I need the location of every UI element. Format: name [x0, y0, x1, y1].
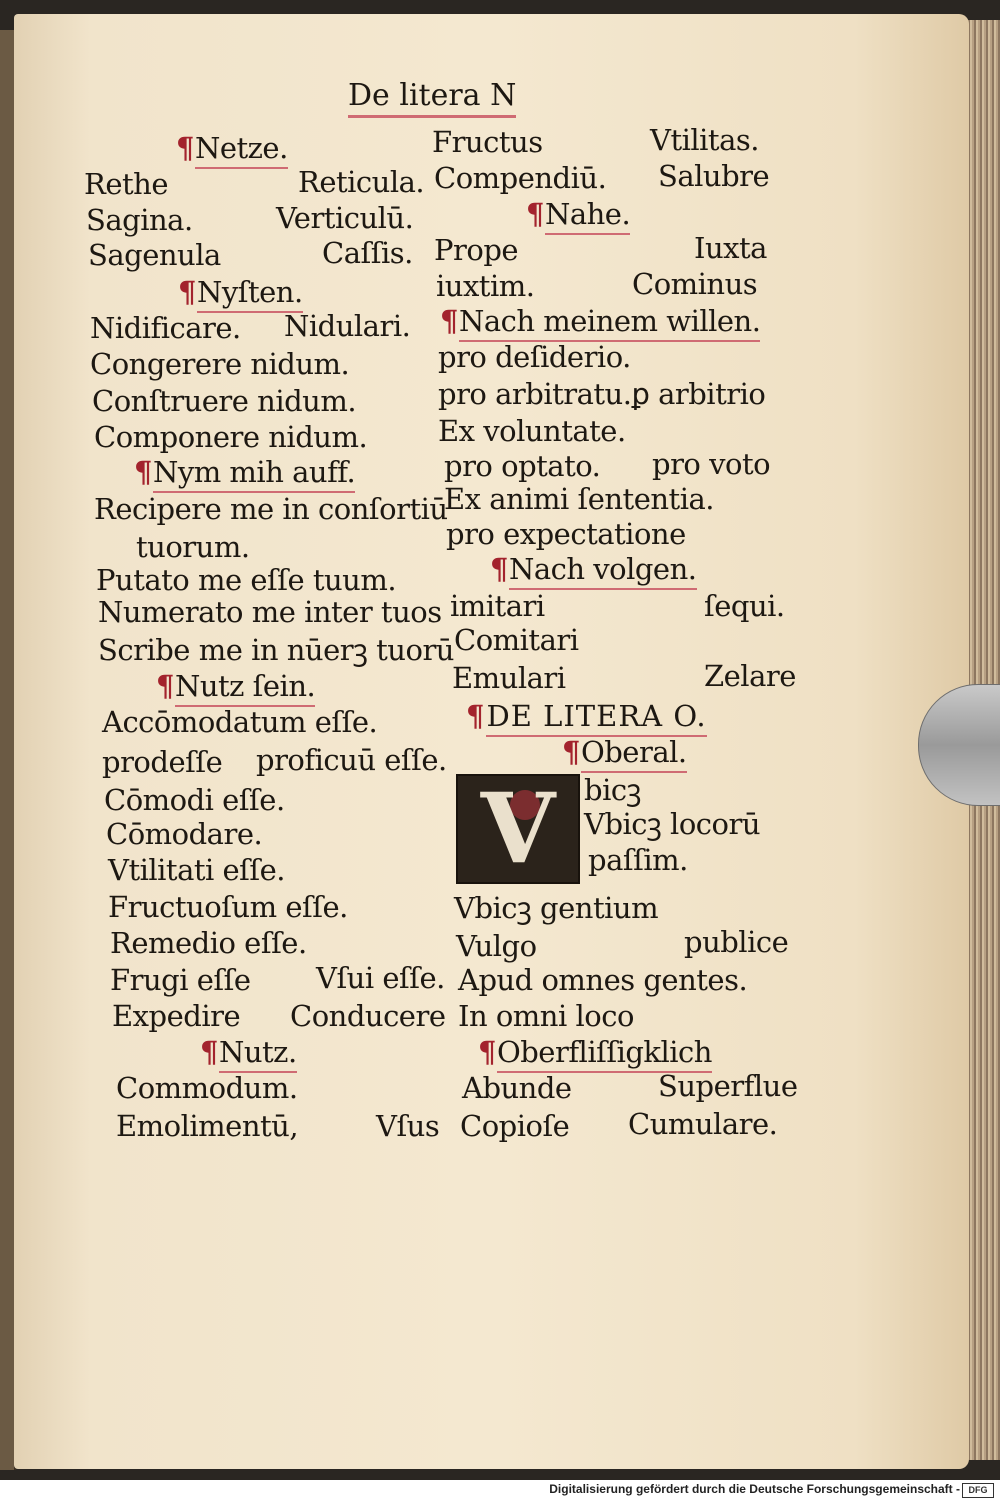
- heading-nutz: ¶Nutz.: [200, 1038, 297, 1067]
- word-compendiu: Compendiū.: [434, 161, 607, 195]
- line-commodum: Commodum.: [116, 1071, 298, 1105]
- word-bique: bicꝫ: [584, 773, 641, 807]
- word-sagina: Sagina.: [86, 203, 193, 237]
- word-copiose: Copioſe: [460, 1109, 570, 1143]
- line-desiderio: pro deſiderio.: [438, 340, 631, 374]
- running-head-text: De litera: [348, 78, 481, 113]
- pilcrow-mark: ¶: [440, 304, 458, 338]
- word-nidificare: Nidificare.: [90, 311, 241, 345]
- word-iuxtim: iuxtim.: [436, 269, 535, 303]
- heading-oberal: ¶Oberal.: [562, 738, 687, 767]
- line-in-omni: In omni loco: [458, 999, 634, 1033]
- word-emolimentu: Emolimentū,: [116, 1109, 299, 1143]
- line-ubique-gentium: Vbicꝫ gentium: [454, 891, 659, 925]
- word-passim: paſſim.: [588, 843, 688, 877]
- word-vulgo: Vulgo: [456, 929, 537, 963]
- pilcrow-mark: ¶: [466, 699, 486, 733]
- word-reticula: Reticula.: [298, 165, 425, 199]
- line-numerato: Numerato me inter tuos: [98, 595, 442, 629]
- word-expedire: Expedire: [112, 999, 241, 1033]
- word-rethe: Rethe: [84, 167, 168, 201]
- word-verticulu: Verticulū.: [276, 201, 414, 235]
- pilcrow-mark: ¶: [478, 1035, 496, 1069]
- running-head-letter: N: [490, 78, 517, 113]
- line-scribe: Scribe me in nūerꝫ tuorū: [98, 633, 454, 667]
- footer-bar: [0, 1480, 1000, 1500]
- line-tuorum: tuorum.: [136, 530, 250, 564]
- word-cumulare: Cumulare.: [628, 1107, 778, 1141]
- word-publice: publice: [684, 925, 789, 959]
- pilcrow-mark: ¶: [526, 197, 544, 231]
- line-recipere: Recipere me in conſortiū: [94, 492, 448, 526]
- heading-nach-meinem-willen: ¶Nach meinem willen.: [440, 307, 760, 336]
- word-conducere: Conducere: [290, 999, 446, 1033]
- word-iuxta: Iuxta: [694, 231, 767, 265]
- line-arbitratu: pro arbitratu.ꝑ arbitrio: [438, 377, 766, 411]
- line-congerere: Congerere nidum.: [90, 347, 350, 381]
- initial-letter: V: [480, 772, 556, 885]
- line-animi: Ex animi ſententia.: [444, 482, 714, 516]
- word-abunde: Abunde: [462, 1071, 572, 1105]
- word-prodesse: prodeſſe: [102, 745, 223, 779]
- word-voto: pro voto: [652, 447, 771, 481]
- footer-credit: Digitalisierung gefördert durch die Deutsche Forschungsgemeinschaft -: [549, 1482, 960, 1496]
- word-optato: pro optato.: [444, 449, 601, 483]
- word-imitari: imitari: [450, 589, 545, 623]
- line-accomodatum: Accōmodatum eſſe.: [102, 705, 378, 739]
- line-ubique-locoru: Vbicꝫ locorū: [584, 807, 761, 841]
- word-cassis: Caſſis.: [322, 236, 413, 270]
- word-frugi: Frugi eſſe: [110, 963, 251, 997]
- heading-nym-mih-auff: ¶Nym mih auff.: [134, 458, 355, 487]
- line-voluntate: Ex voluntate.: [438, 414, 626, 448]
- pilcrow-mark: ¶: [490, 552, 508, 586]
- pilcrow-mark: ¶: [176, 131, 194, 165]
- word-nidulari: Nidulari.: [284, 309, 411, 343]
- pilcrow-mark: ¶: [134, 455, 152, 489]
- line-apud: Apud omnes gentes.: [458, 963, 748, 997]
- heading-nach-volgen: ¶Nach volgen.: [490, 555, 697, 584]
- line-putato: Putato me eſſe tuum.: [96, 563, 397, 597]
- line-utilitati: Vtilitati eſſe.: [108, 853, 286, 887]
- line-fructuosum: Fructuoſum eſſe.: [108, 890, 348, 924]
- word-sagenula: Sagenula: [88, 238, 221, 272]
- section-heading-de-litera-o: ¶DE LITERA O.: [466, 702, 707, 731]
- word-usui: Vſui eſſe.: [316, 961, 445, 995]
- word-emulari: Emulari: [452, 661, 566, 695]
- word-proficuu: proficuū eſſe.: [256, 743, 447, 777]
- line-comitari: Comitari: [454, 623, 579, 657]
- word-salubre: Salubre: [658, 159, 770, 193]
- heading-nutz-sein: ¶Nutz ſein.: [156, 672, 315, 701]
- heading-oberflissigklich: ¶Oberfliſſigklich: [478, 1038, 712, 1067]
- line-construere: Conſtruere nidum.: [92, 384, 357, 418]
- decorated-initial: [456, 774, 580, 884]
- word-cominus: Cominus: [632, 267, 758, 301]
- word-usus: Vſus: [376, 1109, 440, 1143]
- pilcrow-mark: ¶: [562, 735, 580, 769]
- heading-nahe: ¶Nahe.: [526, 200, 630, 229]
- running-head: [348, 78, 516, 113]
- line-comodare: Cōmodare.: [106, 817, 263, 851]
- word-sequi: ſequi.: [704, 589, 785, 623]
- heading-netze: ¶Netze.: [176, 134, 288, 163]
- line-componere: Componere nidum.: [94, 420, 368, 454]
- word-zelare: Zelare: [704, 659, 796, 693]
- dfg-logo: DFG: [962, 1483, 994, 1498]
- pilcrow-mark: ¶: [156, 669, 174, 703]
- word-prope: Prope: [434, 233, 519, 267]
- line-comodi: Cōmodi eſſe.: [104, 783, 285, 817]
- pilcrow-mark: ¶: [200, 1035, 218, 1069]
- heading-nysten: ¶Nyſten.: [178, 278, 303, 307]
- line-expectatione: pro expectatione: [446, 517, 686, 551]
- pilcrow-mark: ¶: [178, 275, 196, 309]
- word-fructus: Fructus: [432, 125, 543, 159]
- line-remedio: Remedio eſſe.: [110, 926, 307, 960]
- word-superflue: Superflue: [658, 1069, 798, 1103]
- word-utilitas: Vtilitas.: [650, 123, 759, 157]
